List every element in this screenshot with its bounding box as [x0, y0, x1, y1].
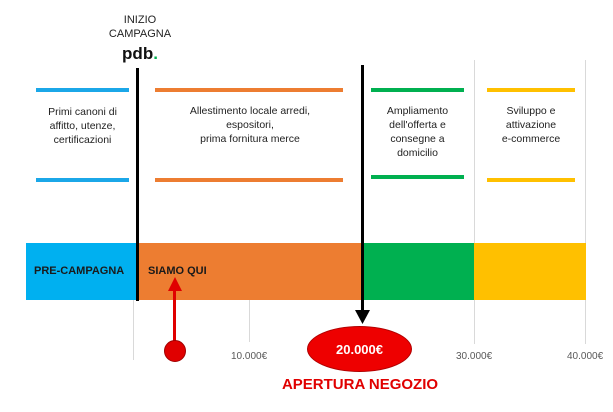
- milestone-value-badge: [307, 326, 412, 372]
- gridline-0: [133, 300, 134, 360]
- phase-2-top-line: [155, 88, 343, 92]
- gridline-30000: [474, 60, 475, 344]
- tick-40000: 40.000€: [567, 351, 604, 362]
- gridline-10000: [249, 300, 250, 342]
- phase-4-bottom-line: [487, 178, 575, 182]
- phase-2-bottom-line: [155, 178, 343, 182]
- pdb-logo-text: pdb: [122, 44, 154, 63]
- campaign-start-line: [136, 68, 139, 301]
- campaign-start-line2: CAMPAGNA: [108, 28, 172, 40]
- phase-2-description: Allestimento locale arredi, espositori, prima fornitura merce: [189, 105, 311, 145]
- milestone-arrow-line: [361, 65, 364, 315]
- pre-campaign-label: PRE-CAMPAGNA: [34, 265, 125, 277]
- phase-1-top-line: [36, 88, 129, 92]
- current-position-arrow-line: [173, 289, 176, 343]
- milestone-value: 20.000€: [336, 341, 383, 357]
- phase-4-description: Sviluppo e attivazione e-commerce: [501, 105, 561, 145]
- phase-3-description: Ampliamento dell'offerta e consegne a domicilio: [386, 105, 449, 159]
- milestone-arrow-head: [355, 310, 370, 324]
- phase-4-top-line: [487, 88, 575, 92]
- bar-segment-green: [364, 243, 474, 300]
- phase-1-description: Primi canoni di affitto, utenze, certificazioni: [48, 106, 117, 146]
- current-position-dot: [164, 340, 186, 362]
- milestone-caption: APERTURA NEGOZIO: [281, 376, 439, 393]
- bar-segment-yellow: [474, 243, 586, 300]
- pdb-logo-dot: .: [153, 44, 158, 63]
- gridline-40000: [585, 60, 586, 344]
- pdb-logo: [100, 44, 180, 64]
- campaign-start-line1: INIZIO: [123, 14, 157, 26]
- tick-10000: 10.000€: [231, 351, 268, 362]
- phase-1-bottom-line: [36, 178, 129, 182]
- current-position-label: SIAMO QUI: [148, 265, 207, 277]
- phase-3-bottom-line: [371, 175, 464, 179]
- campaign-start-label: [100, 13, 180, 41]
- phase-3-top-line: [371, 88, 464, 92]
- tick-30000: 30.000€: [456, 351, 493, 362]
